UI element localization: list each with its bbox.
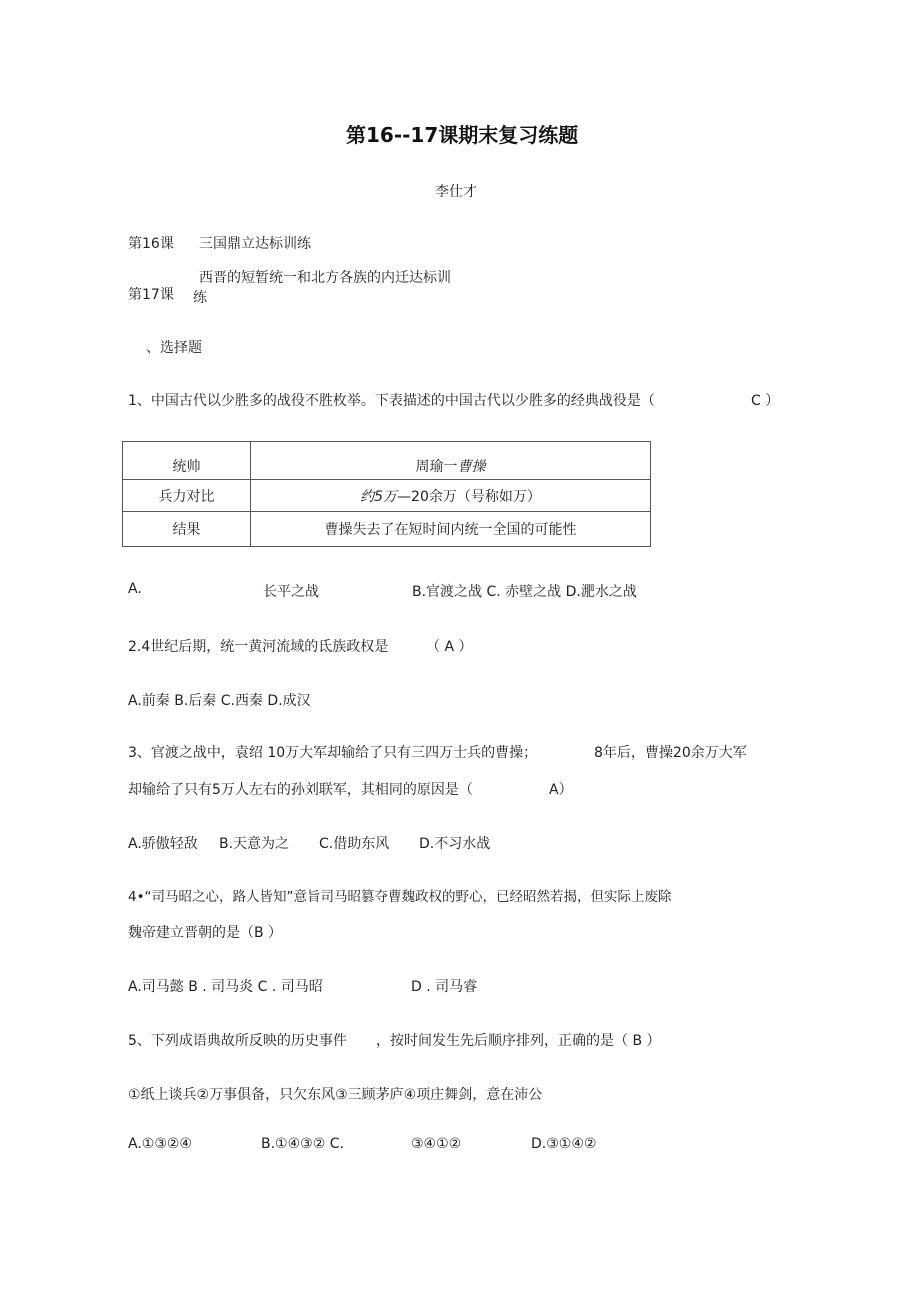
q3-option-a: A.骄傲轻敌 bbox=[128, 836, 198, 852]
q3-line1: 3、官渡之战中，袁绍 10万大军却输给了只有三四万士兵的曹操； bbox=[128, 745, 538, 761]
q4-line2: 魏帝建立晋朝的是（B ） bbox=[128, 925, 283, 941]
battle-info-table bbox=[122, 441, 651, 547]
q1-options-bcd: B.官渡之战 C. 赤壁之战 D.淝水之战 bbox=[412, 584, 637, 600]
q5-options-bc: B.①④③② C. bbox=[261, 1136, 344, 1152]
page-title: 第16--17课期末复习练题 bbox=[346, 123, 579, 147]
section-heading: 、选择题 bbox=[146, 340, 202, 356]
q4-options-abc: A.司马懿 B . 司马炎 C . 司马昭 bbox=[128, 979, 323, 995]
table-cell-key: 结果 bbox=[123, 512, 251, 547]
lesson-16-text: 三国鼎立达标训练 bbox=[199, 236, 311, 252]
table-cell-value bbox=[251, 442, 651, 480]
table-row bbox=[123, 512, 651, 547]
q3-answer: A） bbox=[549, 782, 573, 798]
q4-option-d: D . 司马睿 bbox=[411, 979, 478, 995]
force-2: —20余万（号称如万） bbox=[397, 488, 541, 505]
table-row bbox=[123, 480, 651, 512]
q5-option-a: A.①③②④ bbox=[128, 1136, 192, 1152]
q3-line2: 却输给了只有5万人左右的孙刘联军，其相同的原因是（ bbox=[128, 782, 473, 798]
q5-option-d: D.③①④② bbox=[531, 1136, 597, 1152]
q5-items: ①纸上谈兵②万事俱备，只欠东风③三顾茅庐④项庄舞剑，意在沛公 bbox=[128, 1087, 543, 1103]
table-cell-key: 兵力对比 bbox=[123, 480, 251, 512]
q2-answer: （ A ） bbox=[426, 639, 473, 655]
q2-options: A.前秦 B.后秦 C.西秦 D.成汉 bbox=[128, 693, 311, 709]
table-cell-key: 统帅 bbox=[123, 442, 251, 480]
author: 李仕才 bbox=[435, 184, 477, 200]
q1-option-a: A. bbox=[128, 581, 142, 597]
q5-stem-end: ，按时间发生先后顺序排列，正确的是（ B ） bbox=[376, 1033, 661, 1049]
q4-line1: 4•“司马昭之心，路人皆知”意旨司马昭篡夺曹魏政权的野心，已经昭然若揭，但实际上废除 bbox=[128, 889, 672, 905]
table-cell-value: 曹操失去了在短时间内统一全国的可能性 bbox=[251, 512, 651, 547]
lesson-17-text-line2: 练 bbox=[193, 290, 207, 306]
commander-2: 曹操 bbox=[457, 458, 486, 475]
q3-option-b: B.天意为之 bbox=[219, 836, 290, 852]
q2-stem: 2.4世纪后期，统一黄河流域的氐族政权是 bbox=[128, 639, 389, 655]
force-1: 约5万 bbox=[360, 488, 398, 505]
q1-option-a-text: 长平之战 bbox=[263, 584, 319, 600]
commander-1: 周瑜一 bbox=[415, 458, 458, 475]
q5-option-c-text: ③④①② bbox=[411, 1136, 462, 1152]
q3-option-c: C.借助东风 bbox=[319, 836, 390, 852]
q1-stem: 1、中国古代以少胜多的战役不胜枚举。下表描述的中国古代以少胜多的经典战役是（ bbox=[128, 393, 655, 409]
lesson-17-text-line1: 西晋的短暂统一和北方各族的内迁达标训 bbox=[199, 270, 451, 286]
q3-line1-end: 8年后，曹操20余万大军 bbox=[594, 745, 747, 761]
q3-option-d: D.不习水战 bbox=[419, 836, 491, 852]
table-cell-value bbox=[251, 480, 651, 512]
lesson-17-label: 第17课 bbox=[128, 287, 174, 303]
table-row bbox=[123, 442, 651, 480]
q1-answer: C ） bbox=[751, 393, 780, 409]
q5-stem: 5、下列成语典故所反映的历史事件 bbox=[128, 1033, 347, 1049]
lesson-16-label: 第16课 bbox=[128, 236, 174, 252]
